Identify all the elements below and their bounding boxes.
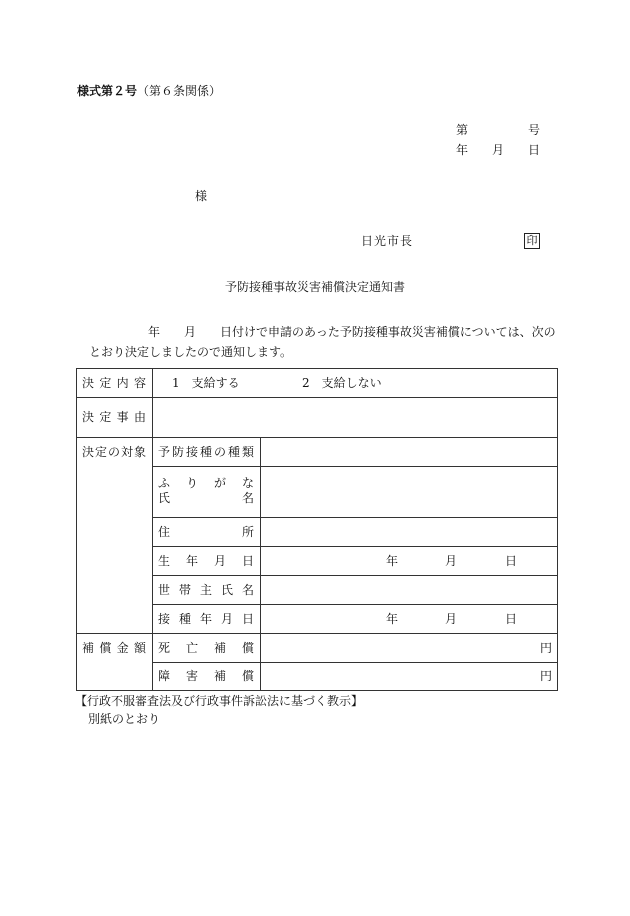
vaccination-day: 日 xyxy=(505,612,518,626)
vaccine-type-label: 予防接種の種類 xyxy=(158,445,254,459)
option-no-pay[interactable]: 2 支給しない xyxy=(302,376,382,390)
birth-year: 年 xyxy=(386,554,399,568)
date-month: 月 xyxy=(492,143,505,157)
address-label: 住所 xyxy=(158,525,254,539)
vaccination-month: 月 xyxy=(445,612,458,626)
birth-day: 日 xyxy=(505,554,518,568)
birthdate-label: 生年月日 xyxy=(158,554,254,568)
option-pay[interactable]: 1 支給する xyxy=(172,376,240,390)
death-yen: 円 xyxy=(540,641,553,655)
page-title: 予防接種事故災害補償決定通知書 xyxy=(224,280,405,294)
addressee-suffix: 様 xyxy=(195,189,208,203)
doc-number-dai: 第 xyxy=(456,123,469,137)
notice-text: 別紙のとおり xyxy=(88,712,161,726)
body-year: 年 xyxy=(148,325,161,339)
vaccination-year: 年 xyxy=(386,612,399,626)
disability-yen: 円 xyxy=(540,669,553,683)
reason-label: 決定事由 xyxy=(82,410,146,424)
subject-label: 決定の対象 xyxy=(82,445,146,459)
amount-label: 補償金額 xyxy=(82,641,146,655)
form-relation: （第６条関係） xyxy=(137,84,222,98)
date-day: 日 xyxy=(528,143,541,157)
furigana-label: ふりがな xyxy=(158,476,254,490)
form-number xyxy=(77,84,221,98)
birth-month: 月 xyxy=(445,554,458,568)
issuer: 日光市長 xyxy=(361,234,414,248)
seal-stamp: 印 xyxy=(524,233,540,249)
doc-number-go: 号 xyxy=(528,123,541,137)
vaccination-date-label: 接種年月日 xyxy=(158,612,254,626)
body-line2: とおり決定しましたので通知します。 xyxy=(89,345,293,359)
body-line1: 日付けで申請のあった予防接種事故災害補償については、次の xyxy=(220,325,556,339)
form-number-label: 様式第２号 xyxy=(77,84,138,98)
body-month: 月 xyxy=(184,325,197,339)
notice-heading: 【行政不服審査法及び行政事件訴訟法に基づく教示】 xyxy=(75,694,364,708)
householder-label: 世帯主氏名 xyxy=(158,583,254,597)
reason-field[interactable] xyxy=(159,410,555,426)
name-label: 氏名 xyxy=(158,491,254,505)
date-year: 年 xyxy=(456,143,469,157)
decision-label: 決定内容 xyxy=(82,376,146,390)
disability-compensation-label: 障害補償 xyxy=(158,669,254,683)
death-compensation-label: 死亡補償 xyxy=(158,641,254,655)
